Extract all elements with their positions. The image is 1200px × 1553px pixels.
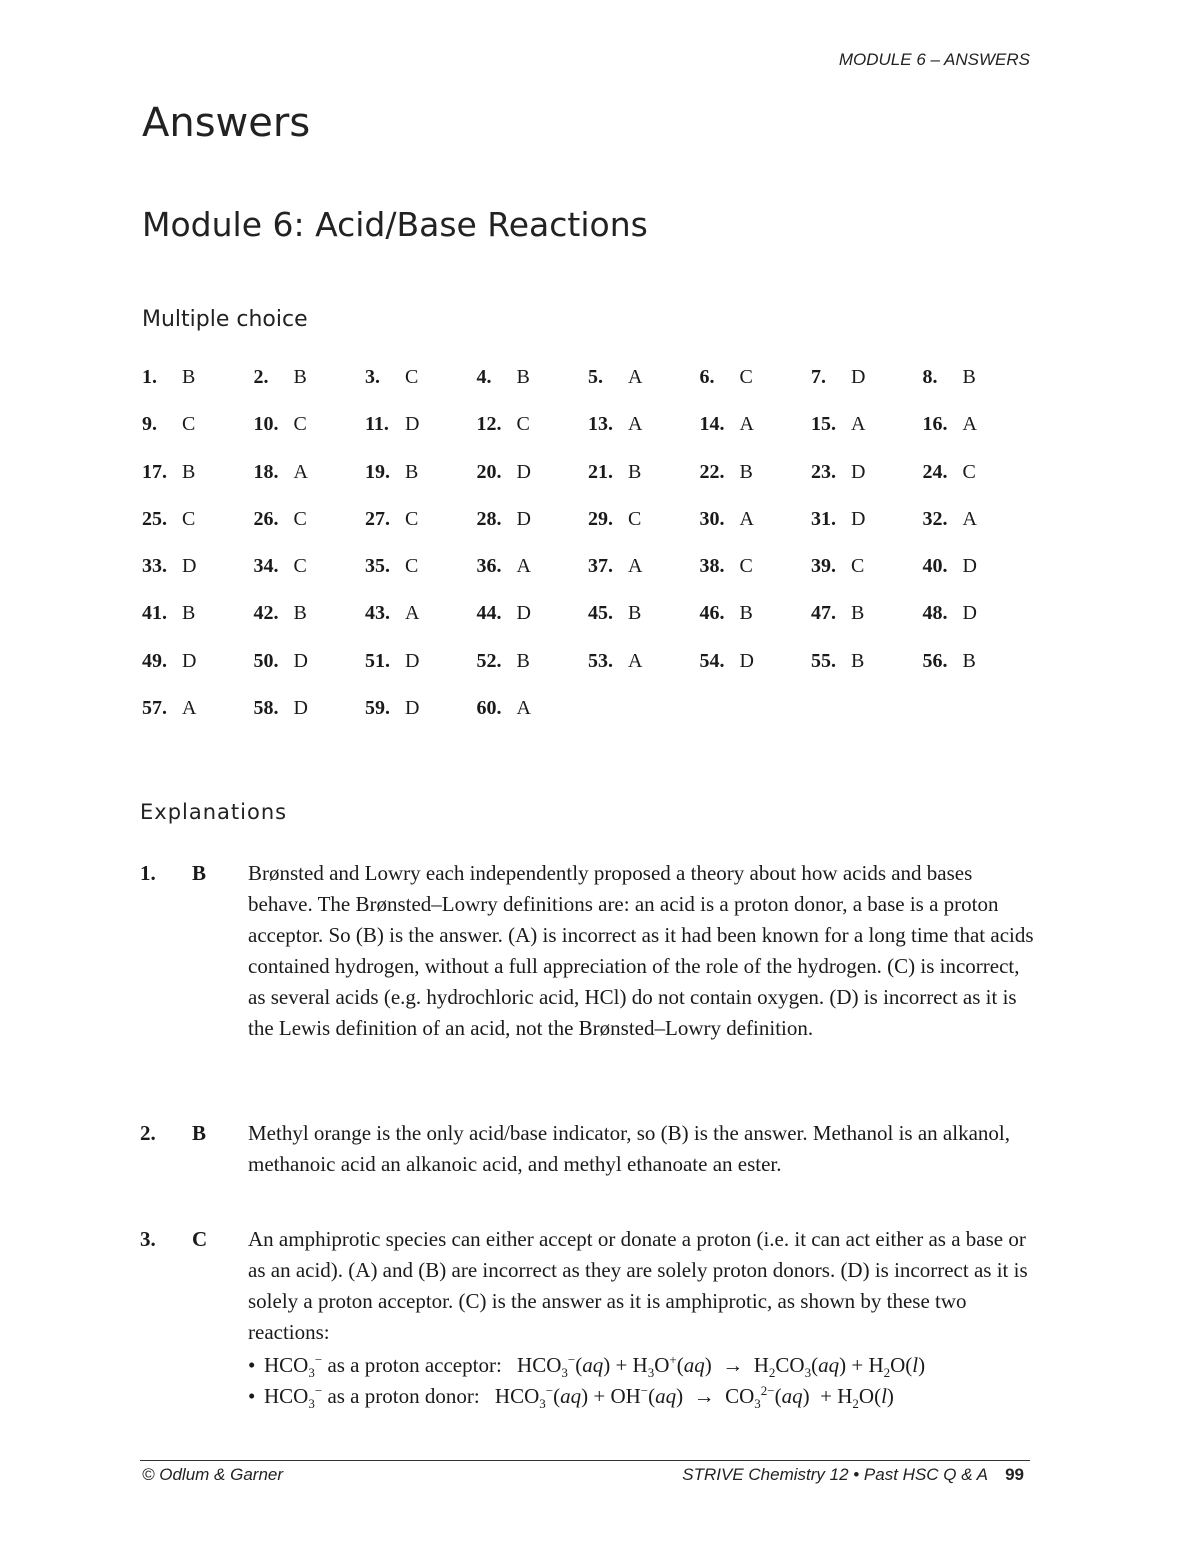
mc-answer-letter: D (851, 366, 866, 388)
mc-answer (811, 508, 923, 555)
mc-answer-letter: D (962, 555, 977, 578)
mc-answer (477, 697, 589, 744)
mc-answer-letter: A (405, 602, 420, 625)
mc-answer (142, 602, 254, 649)
mc-answer (477, 650, 589, 697)
explanation-text: Brønsted and Lowry each independently proposed a theory about how acids and bases behave. The Brønsted–Lowry definitions are: an acid is a proton donor, a base is a proton acceptor. So (B) is the answer. (A) is incorrect as it had been known for a long time that acids contained hydrogen, without a full appreciation of the role of the hydrogen. (C) is incorrect, as several acids (e.g. hydrochloric acid, HCl) do not contain oxygen. (D) is incorrect as it is the Lewis definition of an acid, not the Brønsted–Lowry definition. (248, 861, 1034, 1040)
mc-answer (923, 650, 1035, 697)
mc-question-number: 42. (253, 602, 279, 625)
mc-answer (365, 508, 477, 555)
mc-answer-letter: A (962, 507, 977, 530)
mc-answer (254, 555, 366, 602)
mc-answer-letter: B (293, 602, 307, 625)
mc-answer (700, 508, 812, 555)
mc-question-number: 51. (365, 649, 390, 672)
mc-question-number: 53. (588, 649, 613, 672)
mc-answer (142, 461, 254, 508)
mc-answer (923, 602, 1035, 649)
mc-answer-letter: A (962, 413, 977, 436)
mc-question-number: 49. (142, 649, 167, 672)
mc-answer-letter: B (962, 366, 976, 388)
mc-answer (588, 461, 700, 508)
footer-rule (140, 1460, 1030, 1461)
mc-answer-letter: D (516, 460, 531, 483)
mc-answer (700, 555, 812, 602)
mc-answer (811, 366, 923, 413)
mc-answer (365, 366, 477, 413)
mc-question-number: 9. (142, 413, 157, 436)
mc-answer-letter: B (851, 649, 865, 672)
mc-question-number: 50. (253, 649, 279, 672)
running-head: MODULE 6 – ANSWERS (838, 50, 1030, 69)
mc-answer-letter: A (628, 413, 643, 436)
mc-question-number: 13. (588, 413, 613, 436)
mc-question-number: 57. (142, 697, 167, 720)
mc-answer-letter: D (405, 413, 420, 436)
mc-question-number: 43. (365, 602, 390, 625)
mc-question-number: 45. (588, 602, 613, 625)
mc-question-number: 46. (699, 602, 725, 625)
page-title: Answers (142, 100, 311, 146)
bullet-item (248, 1381, 1040, 1412)
mc-answer-letter: B (405, 460, 419, 483)
mc-answer-letter: D (516, 602, 531, 625)
page-number: 99 (1005, 1465, 1024, 1484)
explanation-number: 2. (140, 1121, 156, 1145)
footer-copyright: © Odlum & Garner (142, 1465, 284, 1484)
mc-answer (365, 413, 477, 460)
mc-question-number: 25. (142, 507, 167, 530)
explanation-answer: B (192, 861, 207, 885)
mc-answer (923, 413, 1035, 460)
mc-answer-letter: A (628, 366, 643, 388)
mc-answer-letter: D (293, 697, 308, 720)
mc-answer-letter: D (293, 649, 308, 672)
mc-answer (254, 697, 366, 744)
mc-answer-letter: B (516, 649, 530, 672)
mc-question-number: 59. (365, 697, 390, 720)
explanation-item (140, 858, 1040, 1044)
mc-answer (811, 602, 923, 649)
mc-answer (254, 366, 366, 413)
mc-heading: Multiple choice (142, 307, 308, 332)
mc-answer-letter: C (628, 507, 642, 530)
mc-answer (811, 555, 923, 602)
mc-question-number: 2. (253, 366, 269, 388)
mc-question-number: 52. (476, 649, 502, 672)
bullet-label: as a proton acceptor: (327, 1353, 502, 1377)
explanation-text: An amphiprotic species can either accept or donate a proton (i.e. it can act either as a base or as an acid). (A) and (B) are incorrect as they are solely proton donors. (D) is incorrect as it is solely a proton acceptor. (C) is the answer as it is amphiprotic, as shown by these two reactions: (248, 1227, 1028, 1344)
mc-answer (365, 555, 477, 602)
bullet-item (248, 1350, 1040, 1381)
mc-answer-letter: C (405, 507, 419, 530)
mc-answer-letter: D (851, 507, 866, 530)
mc-question-number: 26. (253, 507, 279, 530)
mc-answer-letter: C (516, 413, 530, 436)
mc-answer-letter: D (182, 555, 197, 578)
mc-question-number: 60. (476, 697, 502, 720)
mc-answer-letter: A (182, 697, 197, 720)
mc-answer (923, 366, 1035, 413)
mc-answer (365, 461, 477, 508)
explanation-text: Methyl orange is the only acid/base indicator, so (B) is the answer. Methanol is an alkanol, methanoic acid an alkanoic acid, and methyl ethanoate an ester. (248, 1121, 1010, 1176)
mc-question-number: 27. (365, 507, 390, 530)
equation: $HCO_3^-(aq) + OH^-(aq) \to CO_3^{2-}(aq) + H_2O(l)$ (494, 1383, 894, 1412)
mc-question-number: 10. (253, 413, 279, 436)
mc-answer-letter: A (739, 413, 754, 436)
mc-answer (811, 413, 923, 460)
bullet-label: as a proton donor: (327, 1384, 480, 1408)
mc-answer-letter: A (293, 460, 308, 483)
mc-answer (700, 366, 812, 413)
mc-answer-letter: B (851, 602, 865, 625)
mc-question-number: 44. (476, 602, 502, 625)
mc-answer (811, 461, 923, 508)
explanation-answer: B (192, 1121, 207, 1145)
mc-answer (700, 461, 812, 508)
mc-answer-letter: A (851, 413, 866, 436)
mc-question-number: 1. (142, 366, 157, 388)
mc-question-number: 20. (476, 460, 502, 483)
mc-question-number: 17. (142, 460, 167, 483)
mc-question-number: 31. (811, 507, 836, 530)
mc-answer-letter: B (182, 602, 196, 625)
species-formula: $HCO_3^-$ (264, 1352, 323, 1381)
mc-answer (588, 602, 700, 649)
mc-answer-letter: B (739, 602, 753, 625)
mc-question-number: 55. (811, 649, 836, 672)
mc-answer (142, 508, 254, 555)
mc-question-number: 5. (588, 366, 603, 388)
mc-answer (923, 555, 1035, 602)
module-title: Module 6: Acid/Base Reactions (142, 205, 648, 244)
mc-answer-letter: C (962, 460, 976, 483)
mc-answer (700, 650, 812, 697)
explanation-number: 1. (140, 861, 156, 885)
mc-question-number: 4. (476, 366, 492, 388)
mc-question-number: 54. (699, 649, 725, 672)
mc-answer-letter: A (628, 649, 643, 672)
mc-question-number: 23. (811, 460, 836, 483)
mc-answer-letter: D (962, 602, 977, 625)
mc-answer (142, 413, 254, 460)
mc-question-number: 16. (922, 413, 948, 436)
mc-question-number: 47. (811, 602, 836, 625)
mc-answer-letter: C (851, 555, 865, 578)
mc-answer-letter: D (182, 649, 197, 672)
mc-question-number: 48. (922, 602, 948, 625)
mc-answer (365, 697, 477, 744)
mc-answer-letter: D (739, 649, 754, 672)
mc-question-number: 58. (253, 697, 279, 720)
mc-answer (477, 461, 589, 508)
mc-answer-letter: A (516, 555, 531, 578)
bullet-list (248, 1350, 1040, 1412)
mc-answer-letter: D (516, 507, 531, 530)
mc-answer (142, 555, 254, 602)
mc-answer-grid (142, 366, 1034, 744)
mc-question-number: 12. (476, 413, 502, 436)
mc-question-number: 28. (476, 507, 502, 530)
mc-answer-letter: C (739, 555, 753, 578)
mc-answer (477, 555, 589, 602)
mc-answer (254, 602, 366, 649)
mc-answer-letter: A (516, 697, 531, 720)
mc-question-number: 36. (476, 555, 502, 578)
mc-question-number: 21. (588, 460, 613, 483)
mc-question-number: 32. (922, 507, 948, 530)
mc-answer (588, 650, 700, 697)
mc-answer-letter: B (739, 460, 753, 483)
mc-answer-letter: C (182, 413, 196, 436)
mc-question-number: 34. (253, 555, 279, 578)
mc-question-number: 35. (365, 555, 390, 578)
mc-question-number: 7. (811, 366, 826, 388)
bullet-dot-icon: • (248, 1384, 256, 1408)
mc-answer-letter: D (851, 460, 866, 483)
mc-answer-letter: B (182, 366, 196, 388)
mc-answer (254, 413, 366, 460)
mc-answer (142, 650, 254, 697)
mc-answer-letter: B (293, 366, 307, 388)
explanation-answer: C (192, 1227, 208, 1251)
mc-answer (254, 508, 366, 555)
species-formula: $HCO_3^-$ (264, 1383, 323, 1412)
mc-answer (477, 508, 589, 555)
mc-answer (142, 366, 254, 413)
mc-answer (477, 366, 589, 413)
mc-question-number: 6. (699, 366, 715, 388)
mc-answer (365, 650, 477, 697)
mc-answer-letter: D (405, 649, 420, 672)
mc-answer (142, 697, 254, 744)
mc-answer (254, 461, 366, 508)
mc-question-number: 19. (365, 460, 390, 483)
mc-answer (588, 508, 700, 555)
mc-question-number: 15. (811, 413, 836, 436)
explanation-number: 3. (140, 1227, 156, 1251)
explanation-item (140, 1118, 1040, 1180)
mc-answer-letter: A (739, 507, 754, 530)
mc-answer (588, 366, 700, 413)
mc-question-number: 22. (699, 460, 725, 483)
mc-question-number: 38. (699, 555, 725, 578)
footer-book-title: STRIVE Chemistry 12 • Past HSC Q & A (682, 1465, 988, 1484)
mc-answer (923, 508, 1035, 555)
mc-question-number: 24. (922, 460, 948, 483)
mc-answer-letter: B (962, 649, 976, 672)
mc-answer-letter: C (293, 555, 307, 578)
mc-question-number: 39. (811, 555, 836, 578)
mc-question-number: 30. (699, 507, 725, 530)
mc-answer-letter: B (628, 602, 642, 625)
mc-answer-letter: C (182, 507, 196, 530)
mc-question-number: 56. (922, 649, 948, 672)
mc-answer (477, 413, 589, 460)
mc-answer (811, 650, 923, 697)
mc-answer (477, 602, 589, 649)
equation: $HCO_3^-(aq) + H_3O^+(aq) \to H_2CO_3(aq) + H_2O(l)$ (517, 1352, 926, 1381)
mc-question-number: 41. (142, 602, 167, 625)
mc-question-number: 33. (142, 555, 167, 578)
mc-answer (700, 413, 812, 460)
mc-answer (923, 461, 1035, 508)
mc-answer (365, 602, 477, 649)
mc-question-number: 8. (922, 366, 938, 388)
bullet-dot-icon: • (248, 1353, 256, 1377)
mc-question-number: 37. (588, 555, 613, 578)
mc-answer-letter: C (739, 366, 753, 388)
mc-answer (588, 555, 700, 602)
mc-answer-letter: B (628, 460, 642, 483)
mc-answer-letter: D (405, 697, 420, 720)
mc-question-number: 18. (253, 460, 279, 483)
mc-answer (700, 602, 812, 649)
mc-answer-letter: A (628, 555, 643, 578)
explanations-heading: Explanations (140, 800, 288, 824)
mc-answer (588, 413, 700, 460)
explanation-item (140, 1224, 1040, 1412)
mc-question-number: 11. (365, 413, 389, 436)
mc-answer-letter: C (405, 555, 419, 578)
mc-answer (254, 650, 366, 697)
mc-answer-letter: B (182, 460, 196, 483)
mc-question-number: 40. (922, 555, 948, 578)
mc-answer-letter: C (293, 413, 307, 436)
mc-question-number: 14. (699, 413, 725, 436)
mc-question-number: 3. (365, 366, 380, 388)
mc-answer-letter: C (293, 507, 307, 530)
mc-question-number: 29. (588, 507, 613, 530)
mc-answer-letter: B (516, 366, 530, 388)
mc-answer-letter: C (405, 366, 419, 388)
